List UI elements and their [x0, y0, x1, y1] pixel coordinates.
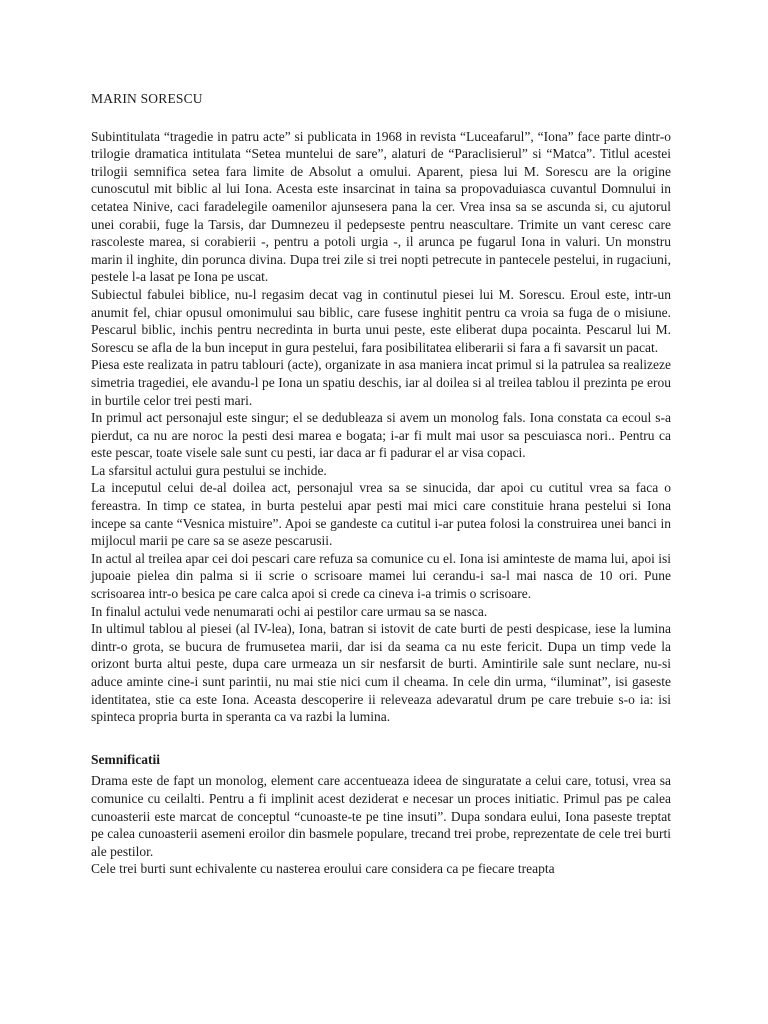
- paragraph-meaning: Drama este de fapt un monolog, element care accentueaza ideea de singuratate a celui care, totusi, vrea sa comunice cu ceilalti. Pentru a fi implinit acest deziderat e necesar un proces initiatic. Primul pas pe calea cunoasterii este marcat de conceptul “cunoaste-te pe tine insuti”. Dupa sondara eului, Iona paseste treptat pe calea cunoasterii asemeni eroilor din basmele populare, trecand trei probe, reprezentate de cele trei burti ale pestilor.: [91, 773, 671, 859]
- paragraph-subject: Subiectul fabulei biblice, nu-l regasim decat vag in continutul piesei lui M. Sorescu. Eroul este, intr-un anumit fel, chiar opusul omonimului sau biblic, care fusese inghitit pentru ca vroia sa fuga de o misiune. Pescarul biblic, inchis pentru necredinta in burta unui peste, este eliberat dupa pocainta. Pescarul lui M. Sorescu se afla de la bun inceput in gura pestelui, fara posibilitatea eliberarii si fara a fi savarsit un pacat.: [91, 286, 671, 355]
- document-content: [91, 90, 671, 878]
- document-title: MARIN SORESCU: [91, 91, 203, 106]
- paragraph-act-one-end: La sfarsitul actului gura pestului se inchide.: [91, 462, 327, 478]
- paragraph-intro: Subintitulata “tragedie in patru acte” si publicata in 1968 in revista “Luceafarul”, “Iona” face parte dintr-o trilogie dramatica intitulata “Setea muntelui de sare”, alaturi de “Paraclisierul” si “Matca”. Titlul acestei trilogii semnifica setea fara limite de Absolut a omului. Aparent, piesa lui M. Sorescu are la origine cunoscutul mit biblic al lui Iona. Acesta este insarcinat in taina sa propovaduiasca cuvantul Domnului in cetatea Ninive, caci faradelegile oamenilor ajunsesera pana la cer. Vrea insa sa se ascunda si, cu ajutorul unei corabii, fuge la Tarsis, dar Dumnezeu il pedepseste pentru neascultare. Trimite un vant ceresc care rascoleste marea, si corabierii -, pentru a potoli urgia -, il arunca pe fugarul Iona in valuri. Un monstru marin il inghite, din porunca divina. Dupa trei zile si trei nopti petrecute in pantecele pestelui, in rugaciuni, pestele l-a lasat pe Iona pe uscat.: [91, 128, 671, 285]
- paragraph-act-two: La inceputul celui de-al doilea act, personajul vrea sa se sinucida, dar apoi cu cutitul vrea sa faca o fereastra. In timp ce statea, in burta pestelui apar pesti mai mici care constituie hrana pestelui si Iona incepe sa cante “Vesnica mistuire”. Apoi se gandeste ca cutitul i-ar putea folosi la construirea unei banci in mijlocul marii pe care sa se aseze pescarusii.: [91, 480, 671, 549]
- paragraph-act-four: In ultimul tablou al piesei (al IV-lea), Iona, batran si istovit de cate burti de pesti despicase, iese la lumina dintr-o grota, se bucura de frumusetea marii, dar isi da seama ca nu este fericit. Dupa un timp vede la orizont burta altui peste, dupa care urmeaza un sir nesfarsit de burti. Amintirile sale sunt neclare, nu-si aduce aminte cine-i sunt parintii, nu mai stie nici cum il cheama. In cele din urma, “iluminat”, isi gaseste identitatea, stie ca este Iona. Aceasta descoperire ii releveaza adevaratul drum pe care trebuie s-o ia: isi spinteca propria burta in speranta ca va razbi la lumina.: [91, 621, 671, 725]
- paragraph-meaning-continued: Cele trei burti sunt echivalente cu nasterea eroului care considera ca pe fiecare treapta: [91, 861, 555, 877]
- paragraph-act-three-end: In finalul actului vede nenumarati ochi ai pestilor care urmau sa se nasca.: [91, 603, 488, 619]
- paragraph-act-one: In primul act personajul este singur; el se dedubleaza si avem un monolog fals. Iona constata ca ecoul s-a pierdut, ca nu are noroc la pesti desi marea e bogata; i-ar fi mult mai usor sa pescuiasca nori.. Pentru ca este pescar, toate visele sale sunt cu pesti, iar daca ar fi padurar el ar visa copaci.: [91, 410, 671, 461]
- paragraph-act-three: In actul al treilea apar cei doi pescari care refuza sa comunice cu el. Iona isi aminteste de mama lui, apoi isi jupoaie pielea din palma si ii scrie o scrisoare mamei lui cerandu-i sa-l mai nasca de 10 ori. Pune scrisoarea intr-o besica pe care calca apoi si crede ca cineva i-a trimis o scrisoare.: [91, 550, 671, 602]
- section-heading: Semnificatii: [91, 751, 160, 767]
- paragraph-structure: Piesa este realizata in patru tablouri (acte), organizate in asa maniera incat primul si la patrulea sa realizeze simetria tragediei, ele avandu-l pe Iona un spatiu deschis, iar al doilea si al treilea tablou il prezinta pe erou in burtile celor trei pesti mari.: [91, 357, 671, 408]
